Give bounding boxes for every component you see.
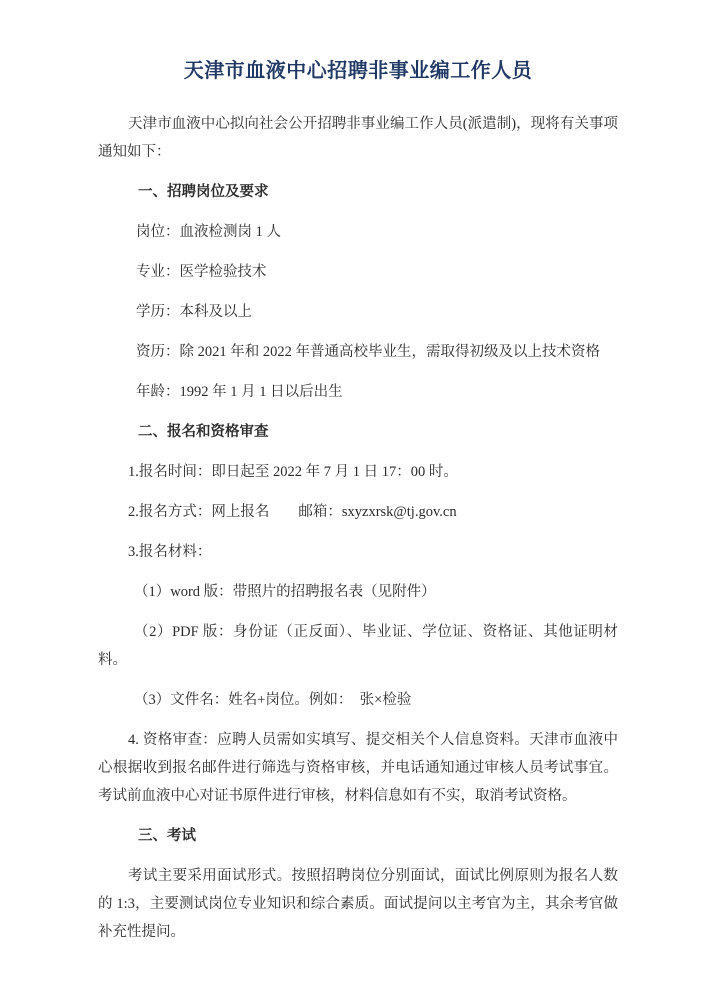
body-paragraph-signup-time: 1.报名时间：即日起至 2022 年 7 月 1 日 17：00 时。 <box>128 464 458 480</box>
body-paragraph-signup-method: 2.报名方式：网上报名 邮箱：sxyzxrsk@tj.gov.cn <box>128 504 457 520</box>
body-paragraph-age: 年龄：1992 年 1 月 1 日以后出生 <box>136 384 343 400</box>
body-paragraph-material-filename: （3）文件名：姓名+岗位。例如： 张×检验 <box>134 692 412 708</box>
document-title: 天津市血液中心招聘非事业编工作人员 <box>183 60 533 82</box>
body-paragraph-material-pdf: （2）PDF 版：身份证（正反面）、毕业证、学位证、资格证、其他证明材料。 <box>98 624 618 668</box>
body-paragraph-signup-materials: 3.报名材料： <box>128 544 212 560</box>
section-1-heading: 一、招聘岗位及要求 <box>138 184 269 200</box>
body-paragraph-education: 学历：本科及以上 <box>136 304 252 320</box>
body-paragraph-position: 岗位：血液检测岗 1 人 <box>136 224 281 240</box>
body-paragraph-major: 专业：医学检验技术 <box>136 264 267 280</box>
section-2-heading: 二、报名和资格审查 <box>138 424 269 440</box>
section-3-heading: 三、考试 <box>138 828 196 844</box>
body-paragraph-exam: 考试主要采用面试形式。按照招聘岗位分别面试，面试比例原则为报名人数的 1:3，主要测试岗位专业知识和综合素质。面试提问以主考官为主，其余考官做补充性提问。 <box>98 868 618 940</box>
intro-paragraph: 天津市血液中心拟向社会公开招聘非事业编工作人员(派遣制)，现将有关事项通知如下： <box>98 116 618 160</box>
body-paragraph-qualification-review: 4. 资格审查：应聘人员需如实填写、提交相关个人信息资料。天津市血液中心根据收到报名邮件进行筛选与资格审核，并电话通知通过审核人员考试事宜。考试前血液中心对证书原件进行审核，材料信息如有不实，取消考试资格。 <box>98 732 618 804</box>
body-paragraph-experience: 资历：除 2021 年和 2022 年普通高校毕业生，需取得初级及以上技术资格 <box>136 344 600 360</box>
body-paragraph-material-word: （1）word 版：带照片的招聘报名表（见附件） <box>134 584 436 600</box>
